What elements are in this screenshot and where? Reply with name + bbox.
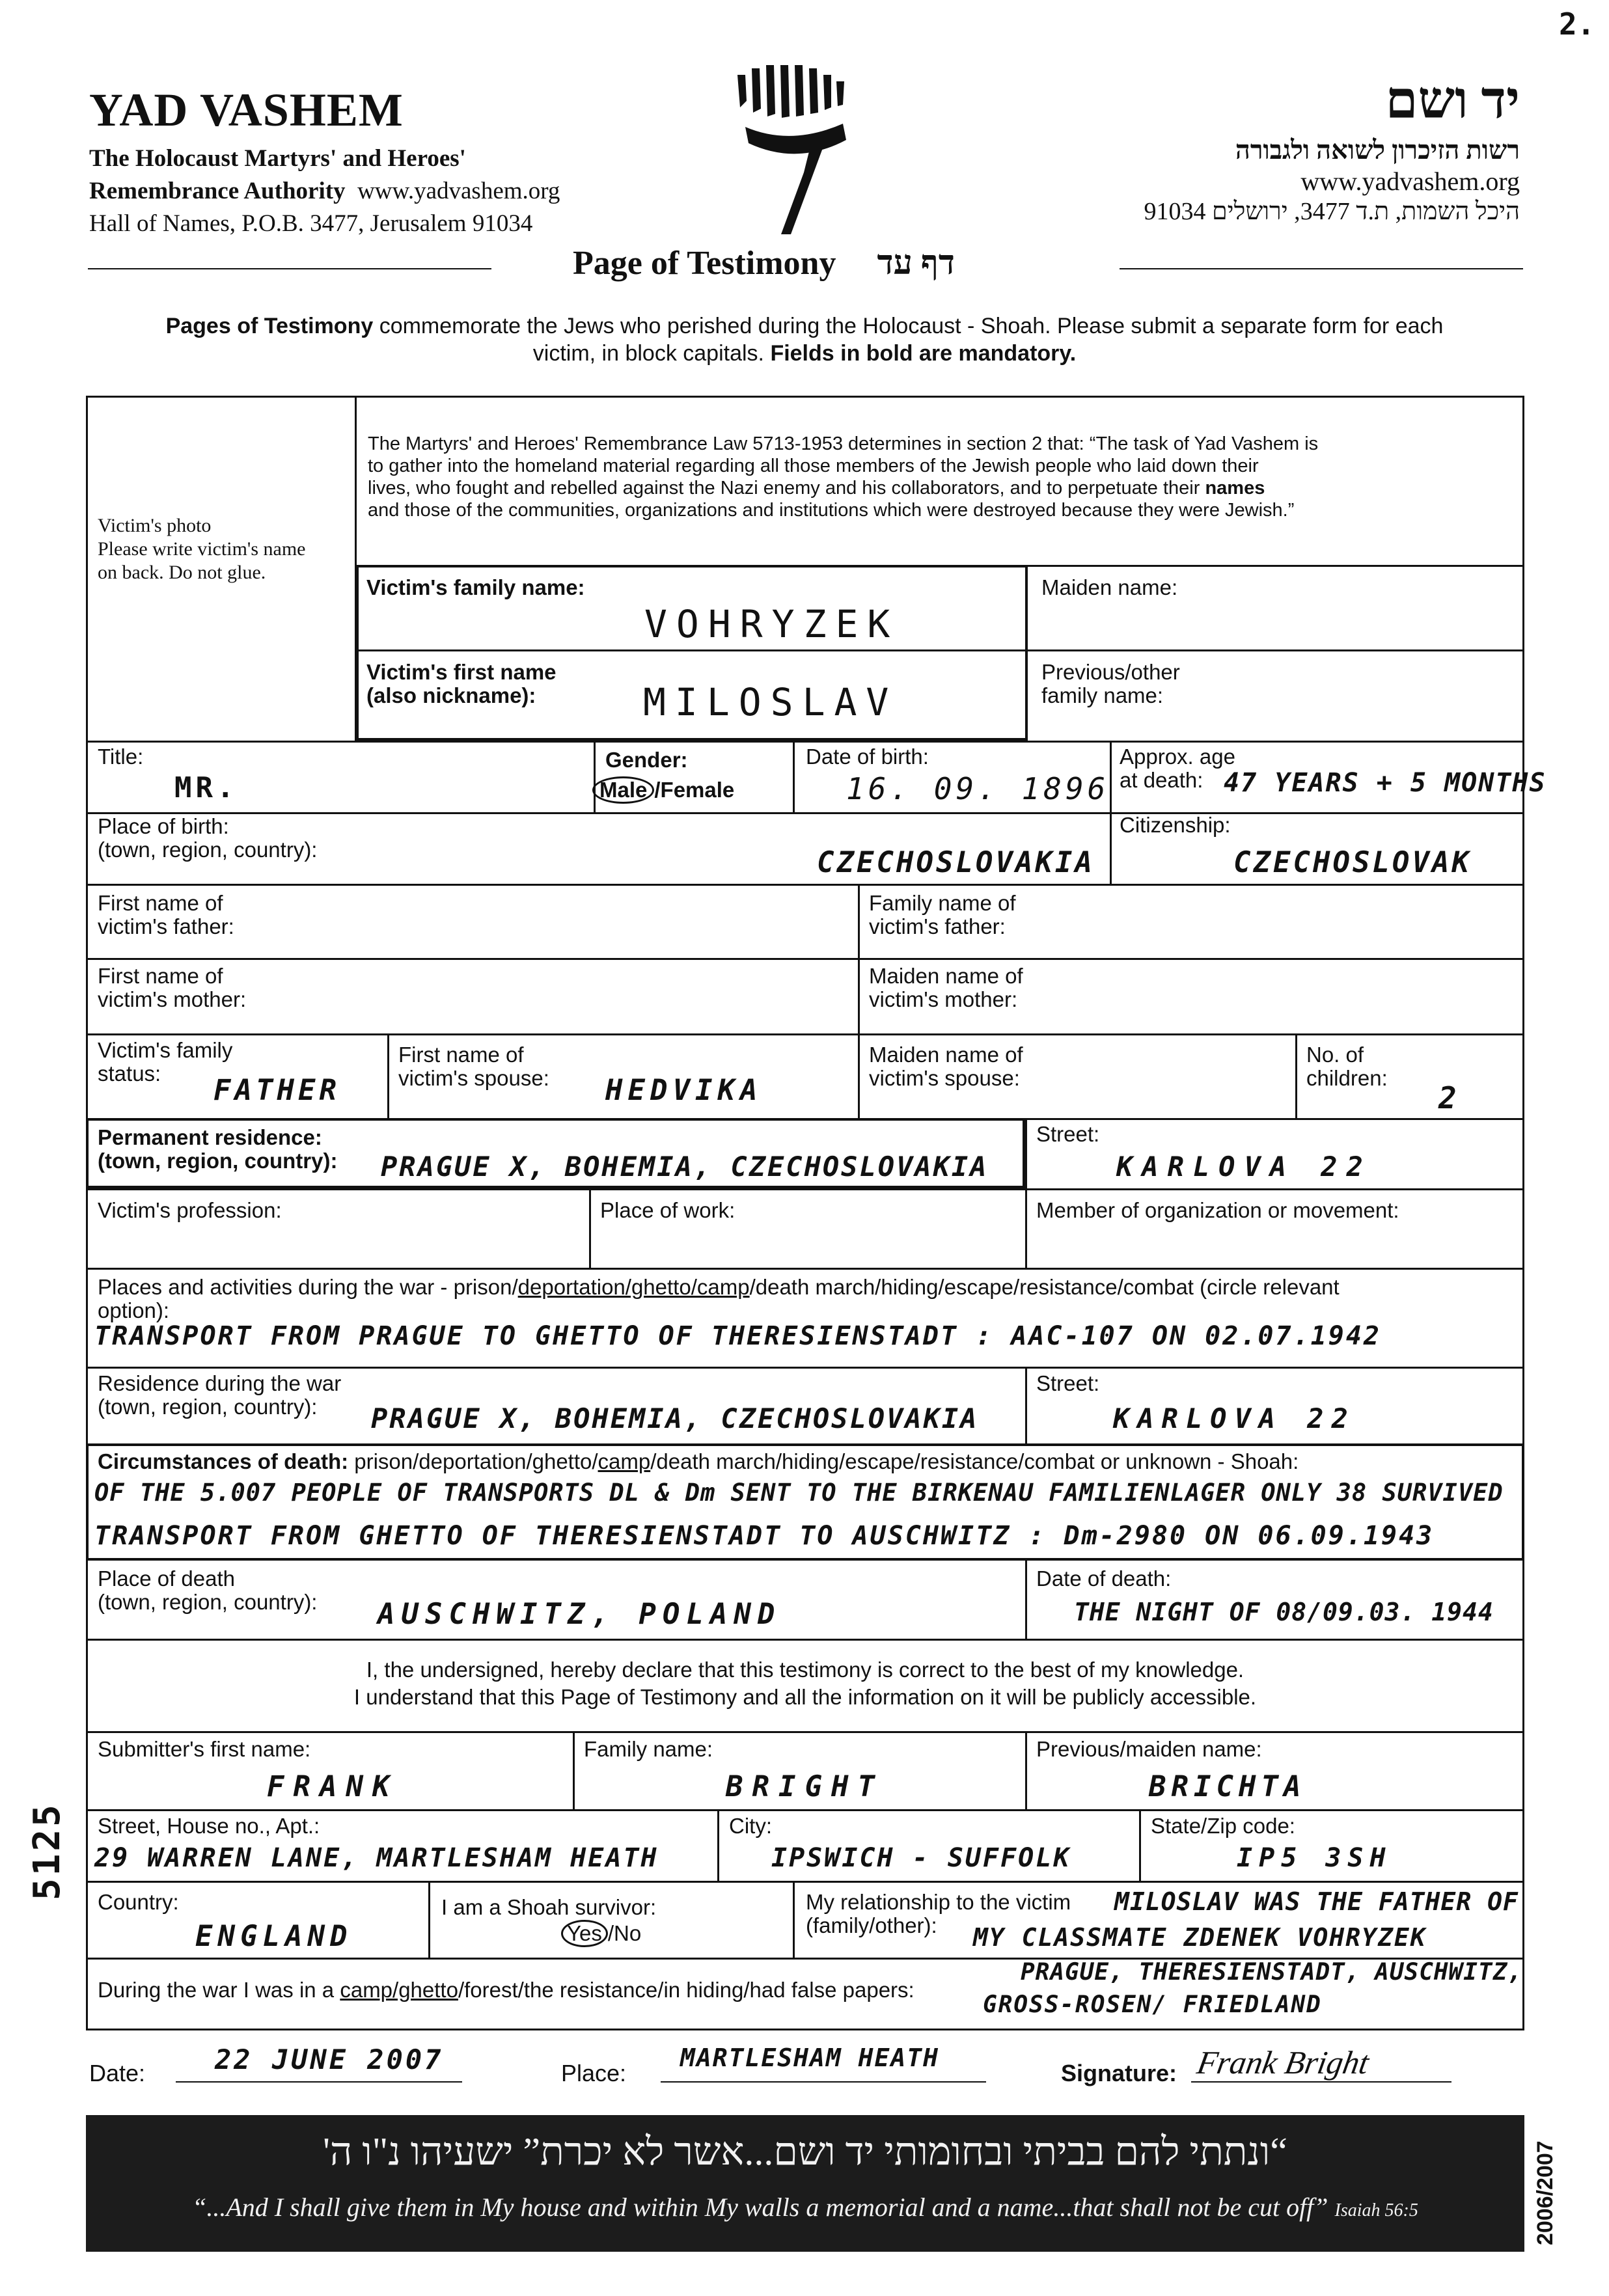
row-war-residence-top	[86, 1367, 1524, 1369]
row-title-top	[86, 741, 1524, 743]
spouse-maiden-label	[869, 1043, 1023, 1090]
dod-value[interactable]: THE NIGHT OF 08/09.03. 1944	[1074, 1598, 1494, 1626]
submitter-first-value[interactable]: FRANK	[267, 1770, 399, 1803]
submitter-first-label: Submitter's first name:	[98, 1737, 311, 1761]
country-value[interactable]: ENGLAND	[195, 1920, 353, 1953]
pod-value[interactable]: AUSCHWITZ, POLAND	[378, 1598, 782, 1631]
org-address: Hall of Names, P.O.B. 3477, Jerusalem 91034	[89, 210, 533, 237]
dod-label: Date of death:	[1036, 1566, 1172, 1591]
residence-value[interactable]: PRAGUE X, BOHEMIA, CZECHOSLOVAKIA	[381, 1151, 989, 1182]
page-number: 2.	[1559, 7, 1595, 42]
dob-label: Date of birth:	[806, 745, 929, 769]
residence-street-divider	[1025, 1118, 1027, 1268]
age-value[interactable]: 47 YEARS + 5 MONTHS	[1224, 768, 1547, 798]
spouse-maiden-label-1: Maiden name of	[869, 1043, 1023, 1067]
survivor-options[interactable]	[561, 1920, 641, 1947]
edition: 2006/2007	[1533, 2140, 1558, 2245]
row-submitter-top	[86, 1731, 1524, 1733]
org-authority: Remembrance Authority	[89, 178, 346, 204]
address-div-2	[1139, 1809, 1141, 1881]
row-father-top	[86, 884, 1524, 886]
row-pob-top	[86, 812, 1524, 814]
places-label-line2: option):	[98, 1298, 170, 1322]
during-war-circled: camp/ghetto	[340, 1978, 458, 2002]
row-address-top	[86, 1809, 1524, 1811]
citizenship-value[interactable]: CZECHOSLOVAK	[1233, 846, 1472, 879]
children-value[interactable]: 2	[1438, 1080, 1461, 1115]
law-line1: The Martyrs' and Heroes' Remembrance Law 5713-1953 determines in section 2 that: “The task of Yad Vashem is	[368, 433, 1319, 454]
first-name-label-1: Victim's first name	[366, 660, 557, 684]
first-name-label	[366, 661, 557, 707]
law-names: names	[1205, 478, 1265, 499]
during-war-line2[interactable]: GROSS-ROSEN/ FRIEDLAND	[983, 1991, 1322, 2018]
father-family-label-2: victim's father:	[869, 914, 1006, 938]
war-street-label: Street:	[1036, 1371, 1100, 1395]
photo-line1: Victim's photo	[98, 515, 212, 536]
war-residence-label	[98, 1372, 341, 1419]
submitter-street-label: Street, House no., Apt.:	[98, 1814, 320, 1838]
place-value[interactable]: MARTLESHAM HEATH	[680, 2043, 940, 2072]
row-status-top	[86, 1033, 1524, 1035]
address-div-1	[717, 1809, 719, 1881]
submitter-city-label: City:	[729, 1814, 772, 1838]
circumstances-label-pre: prison/deportation/ghetto/	[348, 1449, 598, 1473]
intro-line2: victim, in block capitals.	[532, 341, 771, 366]
country-div-2	[793, 1881, 795, 1958]
submitter-zip-value[interactable]: IP5 3SH	[1237, 1843, 1392, 1873]
circumstances-label	[98, 1450, 1299, 1473]
father-family-label	[869, 892, 1016, 938]
row-places-top	[86, 1268, 1524, 1270]
children-label-1: No. of	[1306, 1043, 1364, 1067]
citizenship-label: Citizenship:	[1120, 813, 1231, 837]
yad-vashem-logo	[732, 62, 856, 238]
declaration-line1: I, the undersigned, hereby declare that this testimony is correct to the best of my knowledge.	[366, 1658, 1245, 1682]
intro-line1: commemorate the Jews who perished during the Holocaust - Shoah. Please submit a separate form for each	[373, 314, 1444, 338]
margin-number: 5125	[26, 1802, 68, 1900]
submitter-prev-value[interactable]: BRICHTA	[1149, 1770, 1306, 1803]
circumstances-label-circled: camp	[598, 1449, 651, 1473]
father-first-label-1: First name of	[98, 891, 223, 915]
war-residence-divider	[1025, 1367, 1027, 1443]
profession-divider	[589, 1188, 591, 1268]
places-label	[98, 1276, 1517, 1322]
maiden-mid-rule	[1028, 649, 1524, 651]
father-first-label	[98, 892, 234, 938]
first-name-value[interactable]: MILOSLAV	[643, 680, 898, 724]
banner-english-text: “...And I shall give them in My house and within My walls a memorial and a name...that shall not be cut off”	[192, 2193, 1328, 2222]
banner-english	[86, 2192, 1524, 2222]
intro-bold: Pages of Testimony	[165, 314, 374, 338]
victim-name-divider	[356, 649, 1028, 651]
work-label: Place of work:	[600, 1198, 736, 1222]
law-line4: and those of the communities, organizations and institutions which were destroyed because they were Jewish.”	[368, 500, 1295, 521]
residence-label-1: Permanent residence:	[98, 1125, 322, 1149]
survivor-yes[interactable]: Yes	[561, 1920, 608, 1947]
photo-box-instructions	[98, 514, 305, 584]
law-line2: to gather into the homeland material regarding all those members of the Jewish people who laid down their	[368, 456, 1259, 476]
org-line2	[89, 177, 560, 205]
circumstances-line2[interactable]: TRANSPORT FROM GHETTO OF THERESIENSTADT TO AUSCHWITZ : Dm-2980 ON 06.09.1943	[94, 1521, 1435, 1551]
photo-line3: on back. Do not glue.	[98, 562, 266, 583]
residence-label-2: (town, region, country):	[98, 1149, 338, 1173]
places-label-line1	[98, 1276, 1517, 1299]
quote-banner	[86, 2115, 1524, 2252]
submitter-div-1	[573, 1731, 575, 1809]
submitter-div-2	[1025, 1731, 1027, 1809]
family-name-value[interactable]: VOHRYZEK	[644, 602, 900, 646]
submitter-city-value[interactable]: IPSWICH - SUFFOLK	[771, 1843, 1071, 1873]
status-div-1	[387, 1033, 389, 1118]
law-line3-text: lives, who fought and rebelled against the Nazi enemy and his collaborators, and to perpetuate their	[368, 478, 1205, 499]
heb-address: היכל השמות, ת.ד 3477, ירושלים 91034	[1144, 198, 1520, 225]
intro-text	[65, 312, 1544, 367]
declaration-text	[86, 1656, 1524, 1711]
spouse-first-label	[398, 1043, 549, 1090]
row-declaration-top	[86, 1639, 1524, 1641]
heb-name: יד ושם	[1385, 72, 1520, 130]
declaration-line2: I understand that this Page of Testimony and all the information on it will be publicly accessible.	[353, 1685, 1257, 1709]
gender-female[interactable]: /Female	[654, 778, 735, 802]
heb-web: www.yadvashem.org	[1300, 167, 1520, 196]
places-label-pre: Places and activities during the war - prison/	[98, 1275, 518, 1299]
pob-label-2: (town, region, country):	[98, 838, 318, 862]
law-text	[368, 433, 1318, 521]
mother-maiden-label-1: Maiden name of	[869, 964, 1023, 988]
signature-label: Signature:	[1061, 2060, 1177, 2086]
header-rule-right	[1120, 268, 1523, 269]
war-residence-value[interactable]: PRAGUE X, BOHEMIA, CZECHOSLOVAKIA	[371, 1402, 979, 1434]
status-div-3	[1295, 1033, 1297, 1118]
previous-name-label	[1041, 661, 1180, 707]
gender-label: Gender:	[605, 748, 688, 772]
survivor-label: I am a Shoah survivor:	[441, 1895, 657, 1919]
circumstances-label-post: /death march/hiding/escape/resistance/combat or unknown - Shoah:	[650, 1449, 1299, 1473]
banner-hebrew: “ונתתי להם בביתי ובחומותי יד ושם...אשר לא יכרת” ישעיהו נ"ו ה'	[323, 2130, 1287, 2173]
page-title-en: Page of Testimony	[573, 245, 836, 282]
gender-male[interactable]: Male	[592, 776, 654, 804]
date-value[interactable]: 22 JUNE 2007	[215, 2043, 444, 2075]
dob-left	[793, 741, 795, 812]
age-label-2: at death:	[1120, 768, 1203, 792]
mother-first-label-1: First name of	[98, 964, 223, 988]
family-name-label: Victim's family name:	[366, 575, 585, 599]
row-country-top	[86, 1881, 1524, 1883]
family-status-label-1: Victim's family	[98, 1038, 233, 1062]
org-web: www.yadvashem.org	[357, 178, 560, 204]
intro-mandatory: Fields in bold are mandatory.	[770, 341, 1077, 366]
dob-value[interactable]: 16. 09. 1896	[846, 771, 1110, 806]
submitter-family-label: Family name:	[584, 1737, 713, 1761]
photo-line2: Please write victim's name	[98, 538, 306, 560]
pob-label	[98, 815, 317, 862]
date-label: Date:	[89, 2060, 146, 2086]
family-status-value[interactable]: FATHER	[213, 1074, 340, 1107]
law-line3	[368, 477, 1318, 499]
street-label: Street:	[1036, 1122, 1100, 1146]
survivor-no[interactable]: /No	[607, 1921, 642, 1945]
maiden-name-label: Maiden name:	[1041, 575, 1178, 599]
previous-name-label-2: family name:	[1041, 683, 1164, 707]
war-residence-label-1: Residence during the war	[98, 1371, 342, 1395]
submitter-family-value[interactable]: BRIGHT	[726, 1770, 884, 1803]
relationship-line1[interactable]: MILOSLAV WAS THE FATHER OF	[1114, 1887, 1519, 1916]
pod-label	[98, 1567, 317, 1614]
title-value[interactable]: MR.	[174, 771, 238, 804]
family-status-label	[98, 1039, 232, 1086]
circumstances-label-bold: Circumstances of death:	[98, 1449, 349, 1473]
gender-options[interactable]	[592, 776, 734, 804]
death-divider	[1025, 1561, 1027, 1639]
mother-maiden-label-2: victim's mother:	[869, 987, 1018, 1011]
header-rule-left	[88, 268, 491, 269]
title-label: Title:	[98, 745, 144, 769]
places-value[interactable]: TRANSPORT FROM PRAGUE TO GHETTO OF THERESIENSTADT : AAC-107 ON 02.07.1942	[94, 1321, 1381, 1351]
profession-label: Victim's profession:	[98, 1198, 282, 1222]
residence-label	[98, 1126, 337, 1173]
relationship-line2[interactable]: MY CLASSMATE ZDENEK VOHRYZEK	[973, 1923, 1427, 1952]
org-name: YAD VASHEM	[89, 84, 404, 136]
during-war-post: /forest/the resistance/in hiding/had false papers:	[458, 1978, 915, 2002]
pod-label-2: (town, region, country):	[98, 1590, 318, 1614]
status-div-2	[858, 1033, 860, 1118]
mother-first-label	[98, 964, 246, 1011]
places-label-circled: deportation/ghetto/camp	[517, 1275, 750, 1299]
heb-line1: רשות הזיכרון לשואה ולגבורה	[1235, 135, 1520, 165]
pod-label-1: Place of death	[98, 1566, 235, 1591]
during-war-line1[interactable]: PRAGUE, THERESIENSTADT, AUSCHWITZ,	[1021, 1959, 1522, 1986]
country-div-1	[428, 1881, 430, 1958]
spouse-first-label-1: First name of	[398, 1043, 524, 1067]
war-residence-label-2: (town, region, country):	[98, 1395, 318, 1419]
spouse-first-value[interactable]: HEDVIKA	[605, 1074, 763, 1107]
maiden-top-rule	[1028, 565, 1524, 567]
relationship-label-2: (family/other):	[806, 1913, 937, 1937]
circumstances-line1[interactable]: OF THE 5.007 PEOPLE OF TRANSPORTS DL & Dm SENT TO THE BIRKENAU FAMILIENLAGER ONLY 38 SURVIVED	[94, 1479, 1504, 1507]
page-title	[573, 244, 955, 282]
row-mother-top	[86, 958, 1524, 960]
pob-value[interactable]: CZECHOSLOVAKIA	[817, 846, 1095, 879]
country-label: Country:	[98, 1890, 179, 1914]
spouse-first-label-2: victim's spouse:	[398, 1066, 549, 1090]
mother-maiden-label	[869, 964, 1023, 1011]
children-label	[1306, 1043, 1388, 1090]
war-street-value[interactable]: KARLOVA 22	[1113, 1402, 1356, 1434]
relationship-label-1: My relationship to the victim	[806, 1890, 1071, 1914]
mother-first-label-2: victim's mother:	[98, 987, 247, 1011]
place-underline	[661, 2081, 986, 2083]
place-label: Place:	[561, 2060, 627, 2086]
first-name-label-2: (also nickname):	[366, 683, 536, 707]
during-war-label	[98, 1978, 915, 2002]
banner-ref: Isaiah 56:5	[1334, 2200, 1418, 2221]
submitter-street-value[interactable]: 29 WARREN LANE, MARTLESHAM HEATH	[94, 1843, 659, 1873]
org-line1: The Holocaust Martyrs' and Heroes'	[89, 145, 466, 172]
page-title-heb: דף עד	[877, 245, 955, 282]
signature-value[interactable]: Frank Bright	[1194, 2044, 1372, 2081]
signature-underline	[1191, 2081, 1451, 2083]
father-first-label-2: victim's father:	[98, 914, 234, 938]
spouse-maiden-label-2: victim's spouse:	[869, 1066, 1020, 1090]
age-label-1: Approx. age	[1120, 745, 1235, 769]
previous-name-label-1: Previous/other	[1041, 660, 1180, 684]
during-war-pre: During the war I was in a	[98, 1978, 340, 2002]
member-label: Member of organization or movement:	[1036, 1198, 1399, 1222]
pob-label-1: Place of birth:	[98, 814, 229, 838]
children-label-2: children:	[1306, 1066, 1388, 1090]
family-status-label-2: status:	[98, 1061, 161, 1086]
street-value[interactable]: KARLOVA 22	[1116, 1151, 1372, 1182]
date-underline	[176, 2081, 462, 2083]
row-profession-top	[86, 1188, 1524, 1190]
father-family-label-1: Family name of	[869, 891, 1016, 915]
submitter-zip-label: State/Zip code:	[1151, 1814, 1295, 1838]
places-label-post: /death march/hiding/escape/resistance/combat (circle relevant	[749, 1275, 1340, 1299]
age-label	[1120, 745, 1235, 792]
submitter-prev-label: Previous/maiden name:	[1036, 1737, 1262, 1761]
